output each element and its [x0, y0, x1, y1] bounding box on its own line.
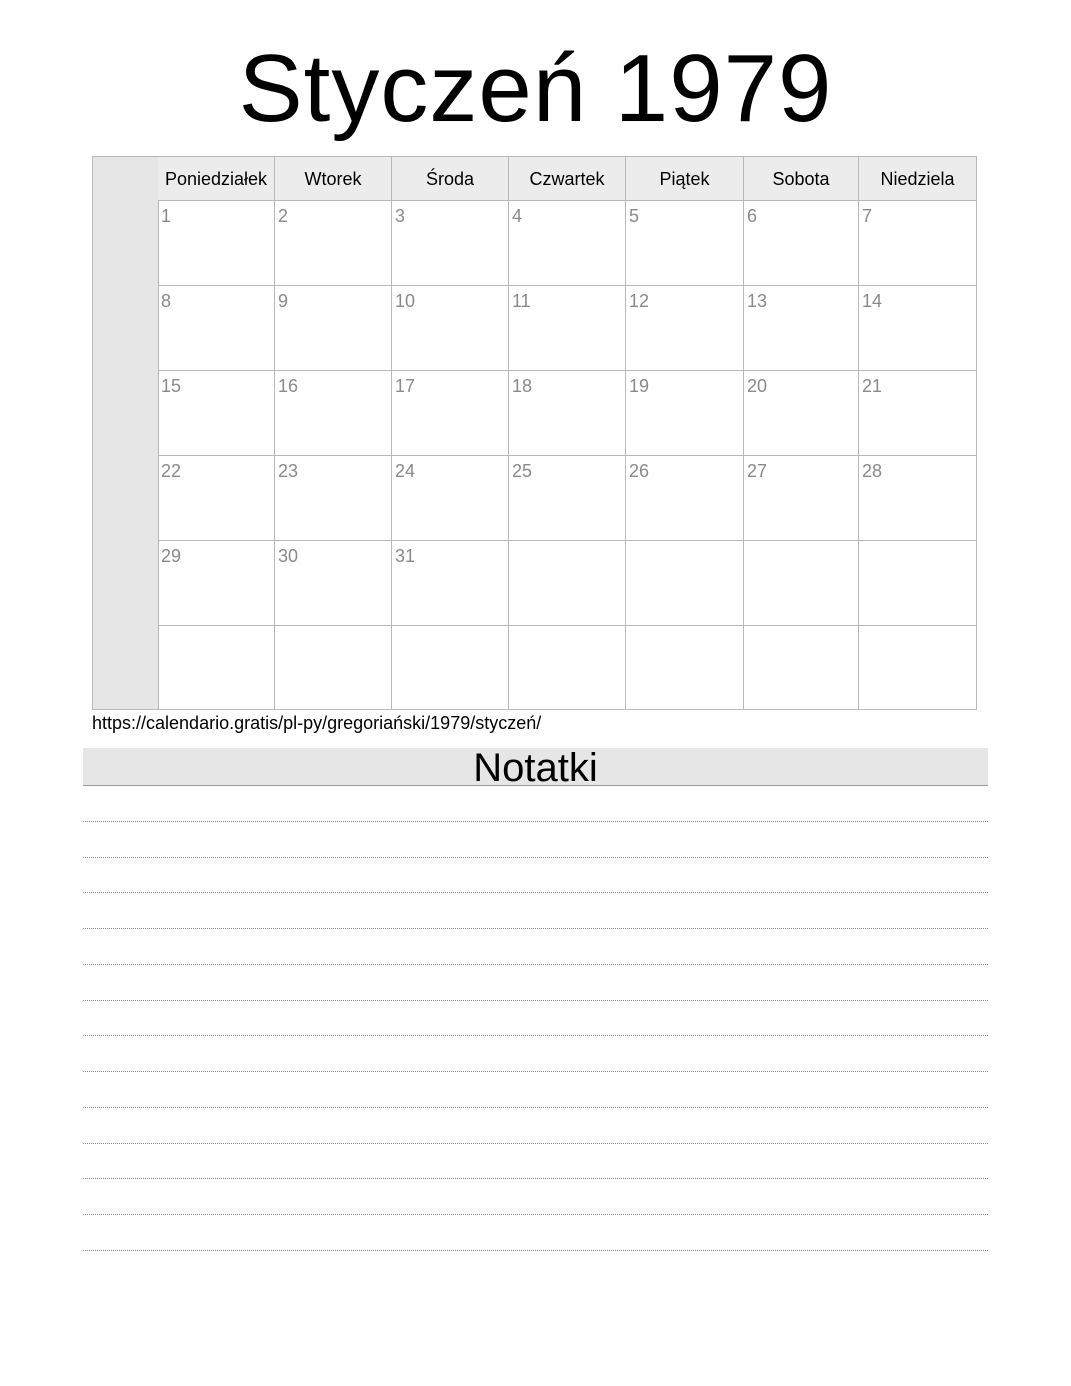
day-cell: 13: [744, 286, 859, 370]
day-cell: 26: [626, 456, 744, 540]
day-cell: [626, 626, 744, 709]
day-cell: 16: [275, 371, 392, 455]
day-cell: 8: [158, 286, 275, 370]
days-grid: [158, 201, 976, 709]
day-cell: 10: [392, 286, 509, 370]
note-line: [83, 1036, 988, 1072]
weekday-sunday: Niedziela: [880, 169, 955, 189]
day-cell: [859, 541, 976, 625]
week-row: [158, 456, 976, 541]
day-cell: 3: [392, 201, 509, 285]
note-line: [83, 1001, 988, 1037]
day-cell: 9: [275, 286, 392, 370]
calendar-grid: [92, 156, 977, 710]
day-cell: 23: [275, 456, 392, 540]
weekday-wednesday: Środa: [392, 157, 509, 200]
note-line: [83, 1179, 988, 1215]
week-row: [158, 371, 976, 456]
day-cell: 17: [392, 371, 509, 455]
day-cell: [744, 626, 859, 709]
day-cell: 24: [392, 456, 509, 540]
day-cell: 11: [509, 286, 626, 370]
note-line: [83, 822, 988, 858]
day-cell: 29: [158, 541, 275, 625]
notes-title: Notatki: [473, 746, 598, 790]
day-cell: 2: [275, 201, 392, 285]
day-cell: 12: [626, 286, 744, 370]
day-cell: 20: [744, 371, 859, 455]
week-number-column: [93, 157, 159, 709]
note-line: [83, 1215, 988, 1251]
notes-lines: [83, 786, 988, 1251]
day-cell: [509, 626, 626, 709]
week-row: [158, 286, 976, 371]
day-cell: [509, 541, 626, 625]
weekday-thursday: Czwartek: [509, 157, 626, 200]
day-cell: [158, 626, 275, 709]
day-cell: 4: [509, 201, 626, 285]
note-line: [83, 1072, 988, 1108]
day-cell: 5: [626, 201, 744, 285]
day-cell: 19: [626, 371, 744, 455]
source-url: https://calendario.gratis/pl-py/gregoriański/1979/styczeń/: [92, 713, 542, 733]
note-line: [83, 1144, 988, 1180]
note-line: [83, 893, 988, 929]
note-line: [83, 858, 988, 894]
weekday-header-row: [158, 157, 976, 201]
note-line: [83, 786, 988, 822]
day-cell: 30: [275, 541, 392, 625]
day-cell: 18: [509, 371, 626, 455]
day-cell: [744, 541, 859, 625]
week-row: [158, 201, 976, 286]
day-cell: [392, 626, 509, 709]
day-cell: [859, 626, 976, 709]
page-title: Styczeń 1979: [238, 35, 833, 142]
day-cell: 14: [862, 291, 883, 311]
day-cell: 31: [392, 541, 509, 625]
day-cell: 1: [158, 201, 275, 285]
note-line: [83, 965, 988, 1001]
week-row: [158, 626, 976, 709]
week-row: [158, 541, 976, 626]
day-cell: 15: [158, 371, 275, 455]
day-cell: 28: [862, 461, 883, 481]
note-line: [83, 1108, 988, 1144]
day-cell: 22: [158, 456, 275, 540]
day-cell: 7: [862, 206, 873, 226]
day-cell: 21: [862, 376, 883, 396]
day-cell: [275, 626, 392, 709]
weekday-monday: Poniedziałek: [158, 157, 275, 200]
weekday-friday: Piątek: [626, 157, 744, 200]
day-cell: 25: [509, 456, 626, 540]
day-cell: 6: [744, 201, 859, 285]
weekday-saturday: Sobota: [744, 157, 859, 200]
day-cell: [626, 541, 744, 625]
note-line: [83, 929, 988, 965]
weekday-tuesday: Wtorek: [275, 157, 392, 200]
day-cell: 27: [744, 456, 859, 540]
